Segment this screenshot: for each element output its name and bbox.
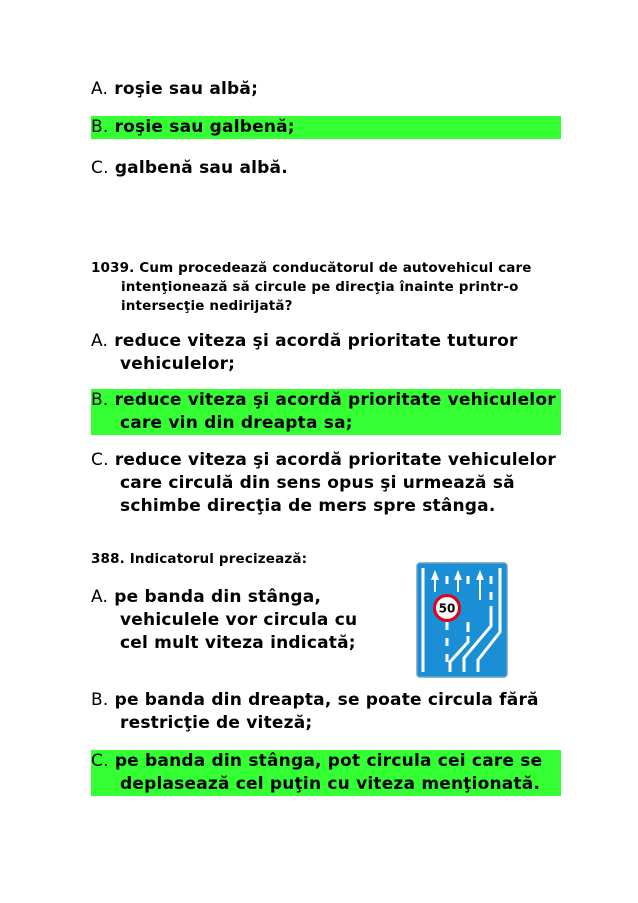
option-text: galbenă sau albă. <box>114 158 288 178</box>
option-letter: B. <box>91 690 109 710</box>
option-letter: C. <box>91 158 109 178</box>
option-letter: A. <box>91 331 109 351</box>
option-text: roşie sau galbenă; <box>114 117 295 137</box>
question-text: 388. Indicatorul precizează: <box>91 551 308 567</box>
option-text: pe banda din stânga, pot circula cei care se deplasează cel puţin cu viteza menţionată. <box>114 751 543 794</box>
option-text: reduce viteza şi acordă prioritate vehiculelor care circulă din sens opus şi urmează să schimbe direcţia de mers spre stânga. <box>114 450 557 516</box>
answer-option <box>91 78 561 101</box>
answer-option <box>91 330 561 376</box>
option-text: roşie sau albă; <box>114 79 259 99</box>
option-letter: A. <box>91 79 109 99</box>
answer-option <box>91 157 561 180</box>
option-letter: C. <box>91 751 109 771</box>
option-letter: A. <box>91 587 109 607</box>
question-text: 1039. Cum procedează conducătorul de autovehicul care intenţionează să circule pe direcţia înainte printr-o intersecţie nedirijată? <box>91 260 532 314</box>
answer-option-correct <box>91 750 561 796</box>
sign-background <box>417 563 507 677</box>
answer-option-correct <box>91 116 561 139</box>
option-text: reduce viteza şi acordă prioritate tuturor vehiculelor; <box>114 331 518 374</box>
option-text: reduce viteza şi acordă prioritate vehiculelor care vin din dreapta sa; <box>114 390 556 433</box>
speed-limit-value: 50 <box>438 601 456 616</box>
option-text: pe banda din dreapta, se poate circula fără restricţie de viteză; <box>114 690 539 733</box>
answer-option <box>91 449 561 518</box>
answer-option <box>91 689 561 735</box>
option-letter: C. <box>91 450 109 470</box>
option-letter: B. <box>91 390 109 410</box>
answer-option-correct <box>91 389 561 435</box>
answer-option <box>91 586 371 655</box>
option-text: pe banda din stânga, vehiculele vor circula cu cel mult viteza indicată; <box>114 587 358 653</box>
lane-speed-sign-icon <box>416 562 508 678</box>
option-letter: B. <box>91 117 109 137</box>
